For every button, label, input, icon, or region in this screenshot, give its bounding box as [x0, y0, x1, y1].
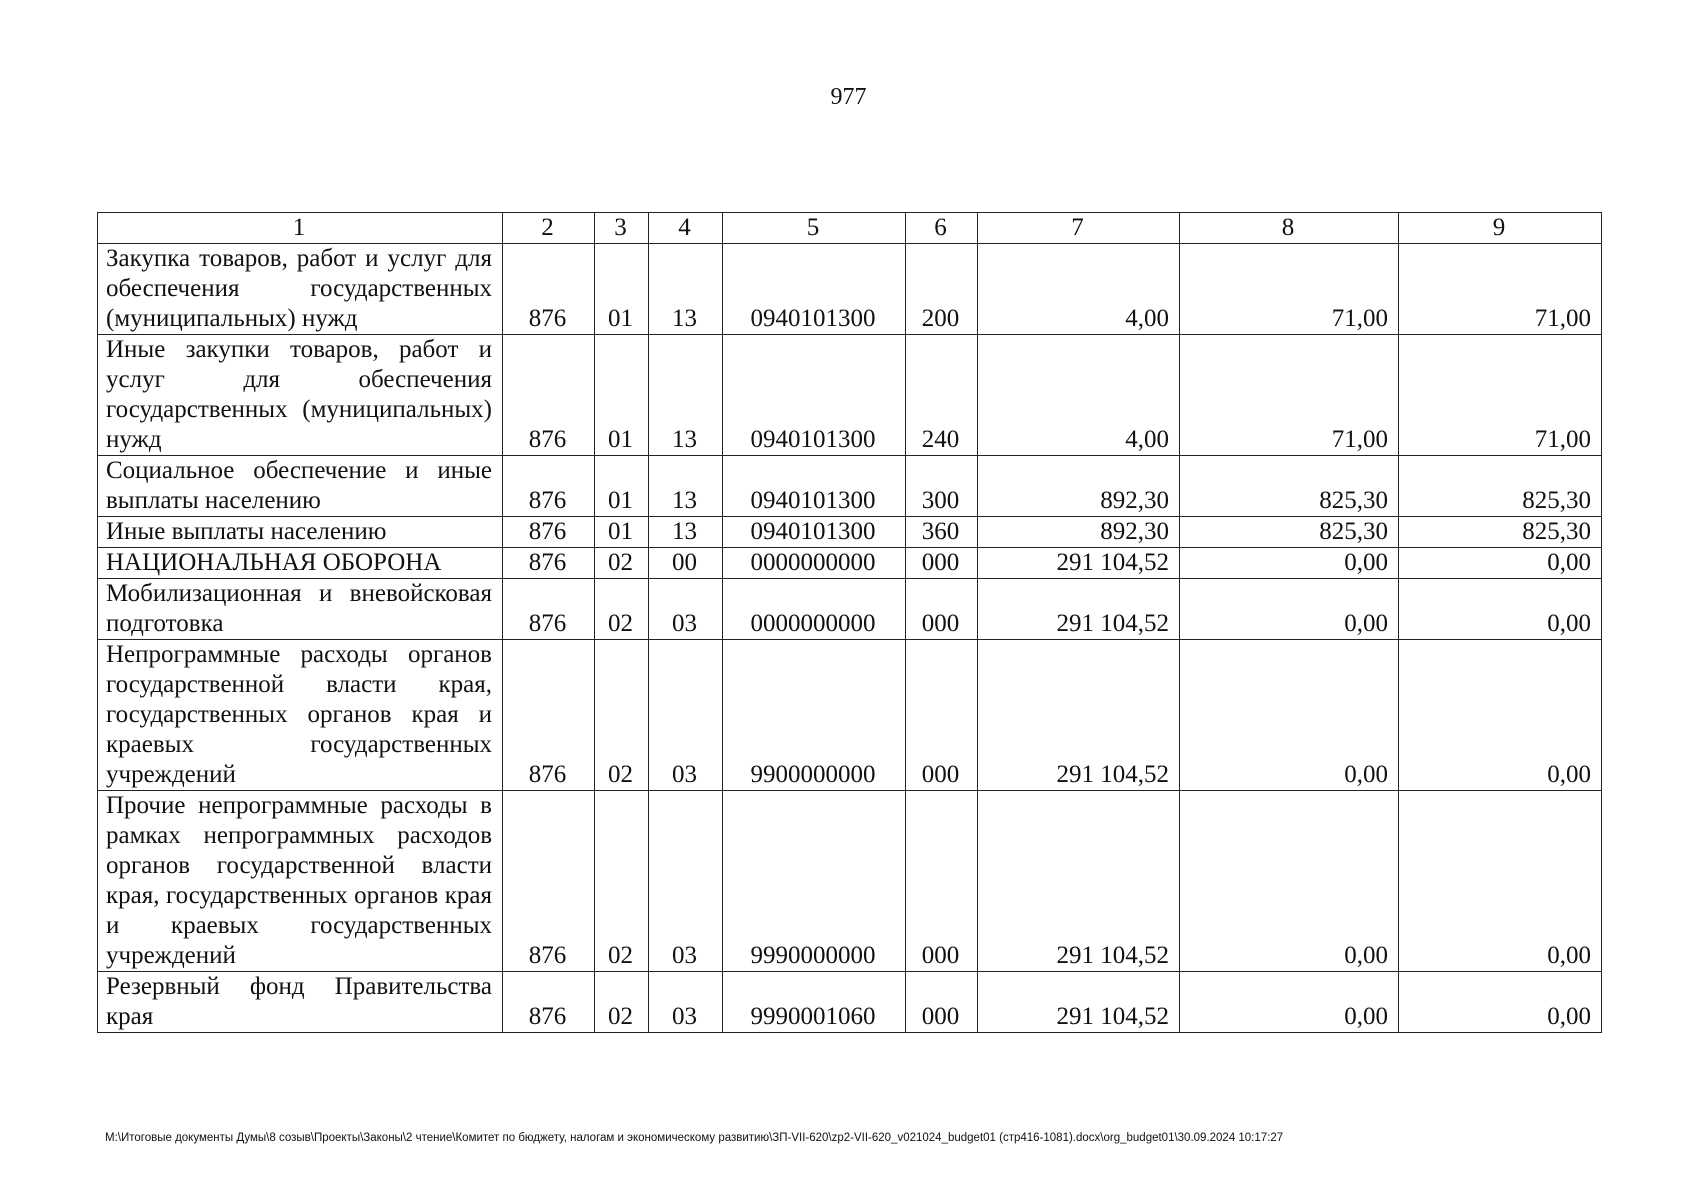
table-row — [98, 579, 1602, 640]
cell-amount-7: 892,30 — [978, 456, 1180, 517]
header-cell-7: 7 — [978, 213, 1180, 244]
table-row — [98, 972, 1602, 1033]
cell-subsection: 03 — [649, 791, 723, 972]
cell-expense-type: 000 — [906, 640, 978, 791]
cell-amount-8: 0,00 — [1180, 972, 1399, 1033]
cell-amount-9: 825,30 — [1399, 517, 1602, 548]
table-row — [98, 548, 1602, 579]
cell-subsection: 03 — [649, 640, 723, 791]
cell-subsection: 13 — [649, 517, 723, 548]
cell-target-article: 9990000000 — [723, 791, 906, 972]
cell-section: 01 — [595, 335, 649, 456]
cell-ministry: 876 — [503, 517, 595, 548]
cell-ministry: 876 — [503, 244, 595, 335]
header-cell-5: 5 — [723, 213, 906, 244]
cell-subsection: 13 — [649, 244, 723, 335]
cell-expense-type: 000 — [906, 972, 978, 1033]
budget-table — [97, 212, 1602, 1033]
footer-file-path: M:\Итоговые документы Думы\8 созыв\Проекты\Законы\2 чтение\Комитет по бюджету, налогам и экономическому развитию\ЗП-VII-620\zp2-VII-620_v021024_budget01 (стр416-1081).docx\org_budget01\30.09.2024 10:17:27 — [105, 1132, 1284, 1144]
table-row — [98, 335, 1602, 456]
cell-section: 02 — [595, 579, 649, 640]
cell-amount-9: 71,00 — [1399, 335, 1602, 456]
cell-subsection: 03 — [649, 972, 723, 1033]
cell-ministry: 876 — [503, 640, 595, 791]
row-name: Мобилизационная и вневойсковая подготовка — [98, 579, 503, 640]
cell-ministry: 876 — [503, 335, 595, 456]
cell-ministry: 876 — [503, 456, 595, 517]
cell-expense-type: 300 — [906, 456, 978, 517]
table-row — [98, 517, 1602, 548]
cell-target-article: 0940101300 — [723, 456, 906, 517]
cell-amount-9: 71,00 — [1399, 244, 1602, 335]
table-row — [98, 791, 1602, 972]
header-cell-1: 1 — [98, 213, 503, 244]
cell-expense-type: 000 — [906, 548, 978, 579]
cell-section: 01 — [595, 456, 649, 517]
cell-amount-9: 0,00 — [1399, 640, 1602, 791]
row-name: Резервный фонд Правительства края — [98, 972, 503, 1033]
header-cell-6: 6 — [906, 213, 978, 244]
cell-amount-9: 825,30 — [1399, 456, 1602, 517]
cell-amount-7: 4,00 — [978, 244, 1180, 335]
cell-subsection: 13 — [649, 335, 723, 456]
cell-target-article: 9990001060 — [723, 972, 906, 1033]
header-cell-2: 2 — [503, 213, 595, 244]
row-name: Закупка товаров, работ и услуг для обеспечения государственных (муниципальных) нужд — [98, 244, 503, 335]
cell-amount-9: 0,00 — [1399, 972, 1602, 1033]
table-row — [98, 244, 1602, 335]
header-cell-8: 8 — [1180, 213, 1399, 244]
header-cell-9: 9 — [1399, 213, 1602, 244]
cell-expense-type: 000 — [906, 791, 978, 972]
cell-amount-8: 0,00 — [1180, 791, 1399, 972]
cell-target-article: 0940101300 — [723, 244, 906, 335]
cell-amount-8: 71,00 — [1180, 244, 1399, 335]
cell-section: 01 — [595, 244, 649, 335]
row-name: НАЦИОНАЛЬНАЯ ОБОРОНА — [98, 548, 503, 579]
cell-amount-7: 892,30 — [978, 517, 1180, 548]
cell-section: 02 — [595, 791, 649, 972]
cell-expense-type: 240 — [906, 335, 978, 456]
cell-amount-8: 0,00 — [1180, 640, 1399, 791]
cell-amount-8: 0,00 — [1180, 579, 1399, 640]
cell-ministry: 876 — [503, 791, 595, 972]
cell-target-article: 0940101300 — [723, 335, 906, 456]
header-row — [98, 213, 1602, 244]
row-name: Иные выплаты населению — [98, 517, 503, 548]
cell-target-article: 0000000000 — [723, 548, 906, 579]
cell-amount-7: 291 104,52 — [978, 972, 1180, 1033]
cell-amount-7: 4,00 — [978, 335, 1180, 456]
cell-amount-7: 291 104,52 — [978, 640, 1180, 791]
cell-amount-8: 0,00 — [1180, 548, 1399, 579]
cell-section: 02 — [595, 972, 649, 1033]
cell-amount-7: 291 104,52 — [978, 548, 1180, 579]
cell-ministry: 876 — [503, 579, 595, 640]
cell-ministry: 876 — [503, 548, 595, 579]
row-name: Социальное обеспечение и иные выплаты населению — [98, 456, 503, 517]
table-row — [98, 640, 1602, 791]
header-cell-3: 3 — [595, 213, 649, 244]
cell-amount-8: 825,30 — [1180, 456, 1399, 517]
cell-target-article: 0940101300 — [723, 517, 906, 548]
cell-expense-type: 360 — [906, 517, 978, 548]
table-row — [98, 456, 1602, 517]
cell-amount-7: 291 104,52 — [978, 579, 1180, 640]
cell-section: 02 — [595, 548, 649, 579]
cell-subsection: 03 — [649, 579, 723, 640]
cell-amount-7: 291 104,52 — [978, 791, 1180, 972]
cell-amount-9: 0,00 — [1399, 791, 1602, 972]
cell-amount-9: 0,00 — [1399, 548, 1602, 579]
cell-expense-type: 200 — [906, 244, 978, 335]
cell-subsection: 00 — [649, 548, 723, 579]
row-name: Прочие непрограммные расходы в рамках непрограммных расходов органов государственной власти края, государственных органов края и краевых государственных учреждений — [98, 791, 503, 972]
cell-expense-type: 000 — [906, 579, 978, 640]
cell-target-article: 9900000000 — [723, 640, 906, 791]
header-cell-4: 4 — [649, 213, 723, 244]
cell-section: 01 — [595, 517, 649, 548]
cell-amount-8: 71,00 — [1180, 335, 1399, 456]
page-number: 977 — [830, 84, 867, 110]
cell-ministry: 876 — [503, 972, 595, 1033]
cell-amount-9: 0,00 — [1399, 579, 1602, 640]
cell-subsection: 13 — [649, 456, 723, 517]
cell-section: 02 — [595, 640, 649, 791]
row-name: Непрограммные расходы органов государственной власти края, государственных органов края и краевых государственных учреждений — [98, 640, 503, 791]
cell-amount-8: 825,30 — [1180, 517, 1399, 548]
row-name: Иные закупки товаров, работ и услуг для обеспечения государственных (муниципальных) нужд — [98, 335, 503, 456]
cell-target-article: 0000000000 — [723, 579, 906, 640]
